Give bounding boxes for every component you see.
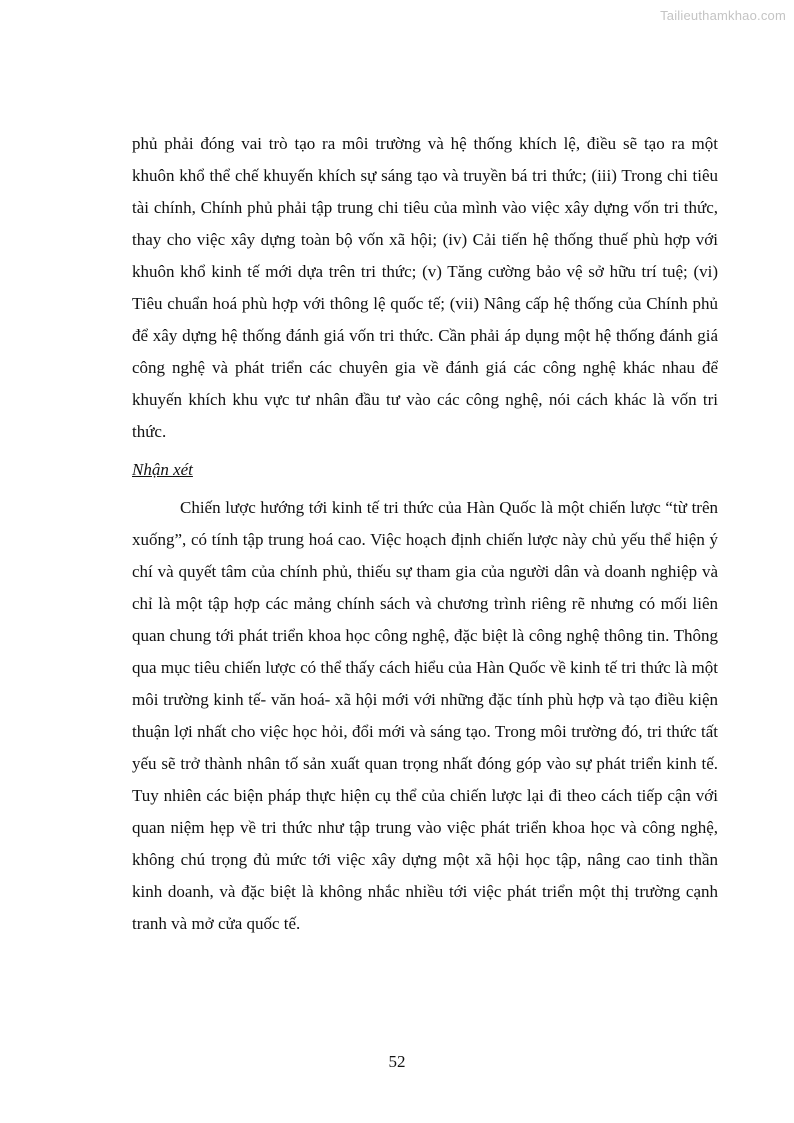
paragraph-continuation: phủ phải đóng vai trò tạo ra môi trường và hệ thống khích lệ, điều sẽ tạo ra một khuôn khổ thể chế khuyến khích sự sáng tạo và truyền bá tri thức; (iii) Trong chi tiêu tài chính, Chính phủ phải tập trung chi tiêu của mình vào việc xây dựng vốn tri thức, thay cho việc xây dựng toàn bộ vốn xã hội; (iv) Cải tiến hệ thống thuế phù hợp với khuôn khổ kinh tế mới dựa trên tri thức; (v) Tăng cường bảo vệ sở hữu trí tuệ; (vi) Tiêu chuẩn hoá phù hợp với thông lệ quốc tế; (vii) Nâng cấp hệ thống của Chính phủ để xây dựng hệ thống đánh giá vốn tri thức. Cần phải áp dụng một hệ thống đánh giá công nghệ và phát triển các chuyên gia về đánh giá các công nghệ khác nhau để khuyến khích khu vực tư nhân đầu tư vào các công nghệ, nói cách khác là vốn tri thức. xyxy=(132,134,718,441)
page-number: 52 xyxy=(388,1052,406,1071)
watermark: Tailieuthamkhao.com xyxy=(660,8,786,23)
paragraph-remarks: Chiến lược hướng tới kinh tế tri thức của Hàn Quốc là một chiến lược “từ trên xuống”, có tính tập trung hoá cao. Việc hoạch định chiến lược này chủ yếu thể hiện ý chí và quyết tâm của chính phủ, thiếu sự tham gia của người dân và doanh nghiệp và chỉ là một tập hợp các mảng chính sách và chương trình riêng rẽ nhưng có mối liên quan chung tới phát triển khoa học công nghệ, đặc biệt là công nghệ thông tin. Thông qua mục tiêu chiến lược có thể thấy cách hiểu của Hàn Quốc về kinh tế tri thức là một môi trường kinh tế- văn hoá- xã hội mới với những đặc tính phù hợp và tạo điều kiện thuận lợi nhất cho việc học hỏi, đổi mới và sáng tạo. Trong môi trường đó, tri thức tất yếu sẽ trở thành nhân tố sản xuất quan trọng nhất đóng góp vào sự phát triển kinh tế. Tuy nhiên các biện pháp thực hiện cụ thể của chiến lược lại đi theo cách tiếp cận với quan niệm hẹp về tri thức như tập trung vào việc phát triển khoa học và công nghệ, không chú trọng đủ mức tới việc xây dựng một xã hội học tập, nâng cao tinh thần kinh doanh, và đặc biệt là không nhắc nhiều tới việc phát triển một thị trường cạnh tranh và mở cửa quốc tế. xyxy=(132,498,718,933)
section-title: Nhận xét xyxy=(132,460,193,479)
page-body xyxy=(132,128,718,940)
